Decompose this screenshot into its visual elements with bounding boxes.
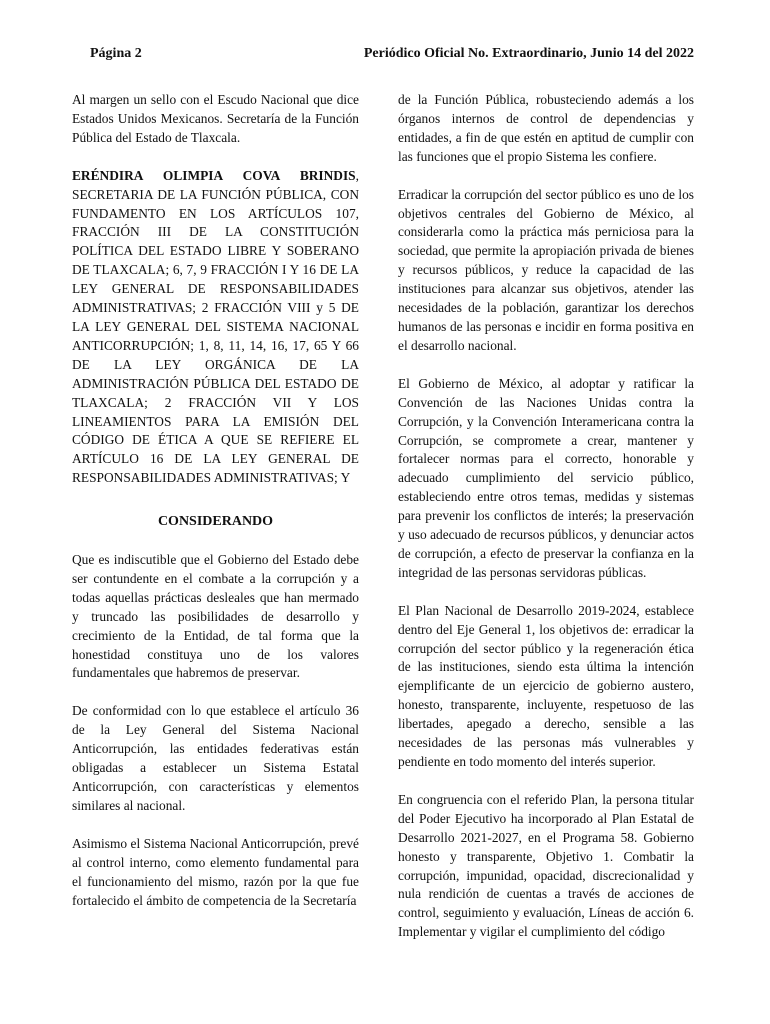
paragraph-right-4: El Plan Nacional de Desarrollo 2019-2024, establece dentro del Eje General 1, los objetivos de: erradicar la corrupción del sector público y la regeneración ética de las instituciones, siendo esta última la intención ejemplificante de un ejercicio de gobierno austero, honesto, transparente, incluyente, respetuoso de las libertades, apegado a derecho, sensible a las necesidades de las personas más vulnerables y pendiente en todo momento del interés superior. (398, 602, 694, 769)
paragraph-right-1: de la Función Pública, robusteciendo además a los órganos internos de control de dependencias y entidades, a fin de que estén en aptitud de cumplir con las funciones que el propio Sistema les confiere. (398, 92, 694, 164)
paragraph-considerando-3: Asimismo el Sistema Nacional Anticorrupción, prevé al control interno, como elemento fundamental para el funcionamiento del mismo, razón por la que fue fortalecido el ámbito de competencia de la Secretaría (72, 835, 359, 908)
paragraph-authority (72, 167, 359, 488)
publication-title: Periódico Oficial No. Extraordinario, Junio 14 del 2022 (363, 46, 694, 61)
page-header (90, 46, 694, 66)
left-column (72, 91, 359, 929)
section-heading: CONSIDERANDO (157, 514, 274, 530)
paragraph-right-2: Erradicar la corrupción del sector público es uno de los objetivos centrales del Gobierno de México, al considerarla como la práctica más perniciosa para la sociedad, que permite la apropiación privada de bienes y recursos públicos, y reduce la capacidad de las instituciones para alcanzar sus objetivos, atender las necesidades de la población, garantizar los derechos humanos de las personas e incidir en forma positiva en el desarrollo nacional. (398, 186, 694, 353)
legal-basis-text: , SECRETARIA DE LA FUNCIÓN PÚBLICA, CON FUNDAMENTO EN LOS ARTÍCULOS 107, FRACCIÓN III DE LA CONSTITUCIÓN POLÍTICA DEL ESTADO LIBRE Y SOBERANO DE TLAXCALA; 6, 7, 9 FRACCIÓN I Y 16 DE LA LEY GENERAL DE RESPONSABILIDADES ADMINISTRATIVAS; 2 FRACCIÓN VIII y 5 DE LA LEY GENERAL DEL SISTEMA NACIONAL ANTICORRUPCIÓN; 1, 8, 11, 14, 16, 17, 65 Y 66 DE LA LEY ORGÁNICA DE LA ADMINISTRACIÓN PÚBLICA DEL ESTADO DE TLAXCALA; 2 FRACCIÓN VII Y LOS LINEAMIENTOS PARA LA EMISIÓN DEL CÓDIGO DE ÉTICA A QUE SE REFIERE EL ARTÍCULO 16 DE LA LEY GENERAL DE RESPONSABILIDADES ADMINISTRATIVAS; Y (72, 167, 359, 486)
right-column (398, 91, 694, 961)
page-number: Página 2 (90, 46, 142, 61)
paragraph-seal: Al margen un sello con el Escudo Nacional que dice Estados Unidos Mexicanos. Secretaría de la Función Pública del Estado de Tlaxcala. (72, 92, 359, 145)
paragraph-considerando-1: Que es indiscutible que el Gobierno del Estado debe ser contundente en el combate a la corrupción y a todas aquellas prácticas desleales que han mermado y truncado las posibilidades de desarrollo y crecimiento de la Entidad, de tal forma que la honestidad constituya uno de los valores fundamentales que habremos de preservar. (72, 552, 359, 681)
paragraph-right-5: En congruencia con el referido Plan, la persona titular del Poder Ejecutivo ha incorporado al Plan Estatal de Desarrollo 2021-2027, en el Programa 58. Gobierno honesto y transparente, Objetivo 1. Combatir la corrupción, impunidad, opacidad, discrecionalidad y nula rendición de cuentas a través de acciones de control, seguimiento y evaluación, Líneas de acción 6. Implementar y vigilar el cumplimiento del código (398, 791, 694, 940)
paragraph-right-3: El Gobierno de México, al adoptar y ratificar la Convención de las Naciones Unidas contra la Corrupción, y la Convención Interamericana contra la Corrupción, se compromete a crear, mantener y fortalecer normas para el correcto, honorable y adecuado cumplimiento del servicio público, estableciendo entre otros temas, medidas y sistemas para prevenir los conflictos de interés; la preservación y uso adecuado de recursos públicos, y denunciar actos de corrupción, a efecto de preservar la confianza en la integridad de las personas servidoras públicas. (398, 375, 694, 580)
official-name: ERÉNDIRA OLIMPIA COVA BRINDIS (72, 167, 356, 183)
paragraph-considerando-2: De conformidad con lo que establece el artículo 36 de la Ley General del Sistema Nacional Anticorrupción, las entidades federativas están obligadas a establecer un Sistema Estatal Anticorrupción, con características y elementos similares al nacional. (72, 703, 359, 813)
